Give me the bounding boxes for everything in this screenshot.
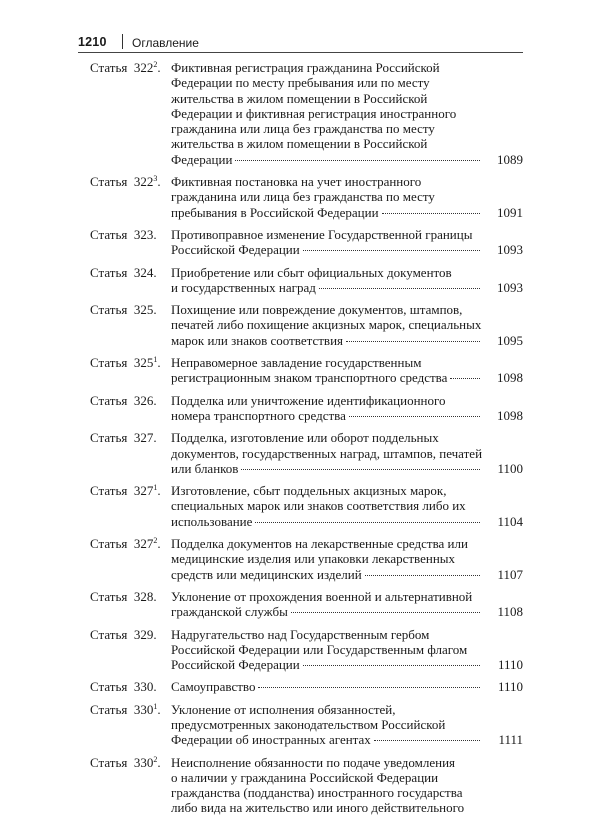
dot-leader [255, 522, 480, 523]
title-line: документов, государственных наград, штампов, печатей [171, 445, 483, 461]
title-last-line [171, 566, 523, 582]
article-suffix: . [157, 754, 161, 770]
title-last-line [171, 242, 523, 258]
title-line: гражданина или лица без гражданства по месту [171, 189, 435, 205]
title-line: жительства в жилом помещении в Российской [171, 136, 428, 152]
toc-entry[interactable] [78, 174, 523, 220]
title-line: предусмотренных законодательством Российской [171, 716, 446, 732]
article-number: 329 [133, 626, 154, 642]
article-superscript: 1 [153, 355, 158, 365]
toc-entry[interactable] [78, 483, 523, 529]
article-label [90, 174, 161, 189]
article-word: Статья [90, 226, 128, 242]
dot-leader [382, 213, 480, 214]
title-line: марок или знаков соответствия [171, 332, 344, 348]
page-ref: 1111 [498, 732, 523, 748]
title-line: регистрационным знаком транспортного средства [171, 370, 448, 386]
dot-leader [303, 665, 480, 666]
title-line: Подделка или уничтожение идентификационного [171, 392, 446, 408]
article-number: 327 [133, 483, 154, 499]
article-word: Статья [90, 264, 128, 280]
dot-leader [365, 575, 480, 576]
article-superscript: 1 [153, 701, 158, 711]
title-line: Самоуправство [171, 679, 256, 695]
article-label [90, 536, 161, 551]
article-title [171, 627, 523, 673]
article-title [171, 755, 523, 816]
article-suffix: . [157, 60, 161, 75]
article-number: 324 [133, 264, 154, 280]
article-suffix: . [153, 264, 157, 280]
article-suffix: . [153, 392, 157, 408]
article-number: 330 [133, 701, 154, 717]
title-last-line [171, 407, 523, 423]
title-last-line [171, 657, 523, 673]
page-ref: 1110 [497, 657, 523, 673]
article-label [90, 679, 157, 694]
article-word: Статья [90, 392, 128, 408]
table-of-contents [78, 60, 523, 823]
toc-entry[interactable] [78, 702, 523, 748]
article-title [171, 355, 523, 386]
article-label [90, 755, 161, 770]
article-label [90, 589, 157, 604]
article-suffix: . [157, 483, 161, 499]
article-title [171, 393, 523, 424]
title-line: Похищение или повреждение документов, штампов, [171, 302, 463, 318]
page-ref: 1093 [497, 242, 523, 258]
article-number: 330 [133, 679, 154, 695]
page-ref: 1093 [497, 279, 523, 295]
article-word: Статья [90, 355, 128, 371]
article-suffix: . [153, 588, 157, 604]
dot-leader [303, 250, 480, 251]
article-word: Статья [90, 302, 128, 318]
article-suffix: . [157, 536, 161, 552]
page-ref: 1091 [497, 204, 523, 220]
title-line: Федерации и фиктивная регистрация иностранного [171, 105, 457, 121]
title-line: Российской Федерации [171, 242, 300, 258]
article-number: 322 [133, 174, 154, 190]
article-word: Статья [90, 483, 128, 499]
article-label [90, 355, 161, 370]
title-line: Уклонение от исполнения обязанностей, [171, 701, 396, 717]
title-line: о наличии у гражданина Российской Федерации [171, 769, 439, 785]
page-ref: 1107 [497, 566, 523, 582]
toc-entry[interactable] [78, 227, 523, 258]
title-line: номера транспортного средства [171, 407, 346, 423]
page-ref: 1095 [497, 332, 523, 348]
title-line: Федерации [171, 151, 233, 167]
header-rule [78, 52, 523, 53]
dot-leader [258, 687, 480, 688]
dot-leader [349, 416, 480, 417]
article-label [90, 265, 157, 280]
title-line: средств или медицинских изделий [171, 566, 362, 582]
article-number: 326 [133, 392, 154, 408]
article-superscript: 1 [153, 483, 158, 493]
title-last-line [171, 332, 523, 348]
title-line: пребывания в Российской Федерации [171, 204, 379, 220]
article-word: Статья [90, 430, 128, 446]
title-line: Российской Федерации или Государственным флагом [171, 641, 468, 657]
title-line: гражданина или лица без гражданства по месту [171, 121, 435, 137]
dot-leader [235, 160, 480, 161]
article-label [90, 227, 157, 242]
article-suffix: . [157, 174, 161, 190]
article-suffix: . [153, 226, 157, 242]
title-last-line [171, 151, 523, 167]
article-title [171, 483, 523, 529]
title-line: использование [171, 513, 253, 529]
article-superscript: 2 [153, 60, 158, 69]
toc-entry[interactable] [78, 589, 523, 620]
title-last-line [171, 732, 523, 748]
toc-entry[interactable] [78, 60, 523, 167]
article-title [171, 589, 523, 620]
toc-entry[interactable] [78, 627, 523, 673]
header-separator [122, 34, 123, 49]
article-number: 328 [133, 588, 154, 604]
article-suffix: . [153, 626, 157, 642]
title-line: Подделка документов на лекарственные средства или [171, 536, 468, 552]
title-last-line [171, 513, 523, 529]
article-suffix: . [153, 679, 157, 695]
page-ref: 1110 [497, 679, 523, 695]
toc-entry[interactable] [78, 302, 523, 348]
toc-entry[interactable] [78, 430, 523, 476]
title-line: Федерации по месту пребывания или по месту [171, 75, 430, 91]
page-ref: 1098 [497, 370, 523, 386]
article-title [171, 302, 523, 348]
article-number: 325 [133, 355, 154, 371]
section-title: Оглавление [132, 36, 199, 50]
article-label [90, 483, 161, 498]
article-label [90, 302, 157, 317]
title-line: гражданской службы [171, 604, 288, 620]
article-superscript: 2 [153, 754, 158, 764]
title-line: либо вида на жительство или иного действительного [171, 800, 465, 816]
article-title [171, 702, 523, 748]
article-label [90, 430, 157, 445]
toc-entry[interactable] [78, 755, 523, 816]
article-title [171, 430, 523, 476]
article-suffix: . [153, 302, 157, 318]
toc-entry[interactable] [78, 265, 523, 296]
article-suffix: . [153, 430, 157, 446]
article-number: 327 [133, 430, 154, 446]
article-title [171, 536, 523, 582]
article-number: 323 [133, 226, 154, 242]
article-suffix: . [157, 355, 161, 371]
article-word: Статья [90, 174, 128, 190]
page-ref: 1100 [497, 460, 523, 476]
title-line: Уклонение от прохождения военной и альтернативной [171, 588, 473, 604]
title-line: Фиктивная регистрация гражданина Российской [171, 60, 440, 75]
article-superscript: 2 [153, 536, 158, 546]
toc-entry[interactable] [78, 536, 523, 582]
title-line: печатей либо похищение акцизных марок, специальных [171, 317, 482, 333]
title-line: Фиктивная постановка на учет иностранного [171, 174, 422, 190]
article-label [90, 627, 157, 642]
title-line: Подделка, изготовление или оборот поддельных [171, 430, 439, 446]
article-word: Статья [90, 60, 128, 75]
page-ref: 1098 [497, 407, 523, 423]
title-line: Неисполнение обязанности по подаче уведомления [171, 754, 456, 770]
article-word: Статья [90, 701, 128, 717]
title-line: Изготовление, сбыт поддельных акцизных марок, [171, 483, 447, 499]
article-label [90, 60, 161, 75]
title-line: Российской Федерации [171, 657, 300, 673]
title-last-line [171, 460, 523, 476]
page-ref: 1089 [497, 151, 523, 167]
dot-leader [319, 288, 480, 289]
dot-leader [450, 378, 480, 379]
dot-leader [374, 740, 480, 741]
article-number: 325 [133, 302, 154, 318]
article-title [171, 227, 523, 258]
title-last-line [171, 370, 523, 386]
page-ref: 1108 [497, 604, 523, 620]
article-number: 327 [133, 536, 154, 552]
article-number: 330 [133, 754, 154, 770]
page-ref: 1104 [497, 513, 523, 529]
title-line: специальных марок или знаков соответствия либо их [171, 498, 466, 514]
title-line: медицинские изделия или упаковки лекарственных [171, 551, 456, 567]
title-line: и государственных наград [171, 279, 316, 295]
article-word: Статья [90, 588, 128, 604]
title-line: жительства в жилом помещении в Российской [171, 90, 428, 106]
title-line: Неправомерное завладение государственным [171, 355, 422, 371]
title-last-line [171, 679, 523, 695]
article-title [171, 679, 523, 694]
title-line: Федерации об иностранных агентах [171, 732, 371, 748]
article-number: 322 [133, 60, 154, 75]
toc-entry[interactable] [78, 679, 523, 694]
page-number: 1210 [78, 35, 107, 49]
article-word: Статья [90, 536, 128, 552]
title-line: Приобретение или сбыт официальных документов [171, 264, 452, 280]
title-last-line [171, 204, 523, 220]
dot-leader [291, 612, 480, 613]
article-word: Статья [90, 754, 128, 770]
page-header [78, 32, 523, 54]
title-line: гражданства (подданства) иностранного государства [171, 785, 463, 801]
title-last-line [171, 604, 523, 620]
article-title [171, 174, 523, 220]
article-word: Статья [90, 626, 128, 642]
article-label [90, 702, 161, 717]
article-word: Статья [90, 679, 128, 695]
article-superscript: 3 [153, 174, 158, 184]
title-line: Надругательство над Государственным гербом [171, 626, 430, 642]
title-line: или бланков [171, 460, 239, 476]
toc-entry[interactable] [78, 393, 523, 424]
article-title [171, 60, 523, 167]
dot-leader [346, 341, 480, 342]
title-line: Противоправное изменение Государственной границы [171, 226, 473, 242]
article-title [171, 265, 523, 296]
dot-leader [241, 469, 480, 470]
title-last-line [171, 279, 523, 295]
toc-entry[interactable] [78, 355, 523, 386]
article-label [90, 393, 157, 408]
article-suffix: . [157, 701, 161, 717]
